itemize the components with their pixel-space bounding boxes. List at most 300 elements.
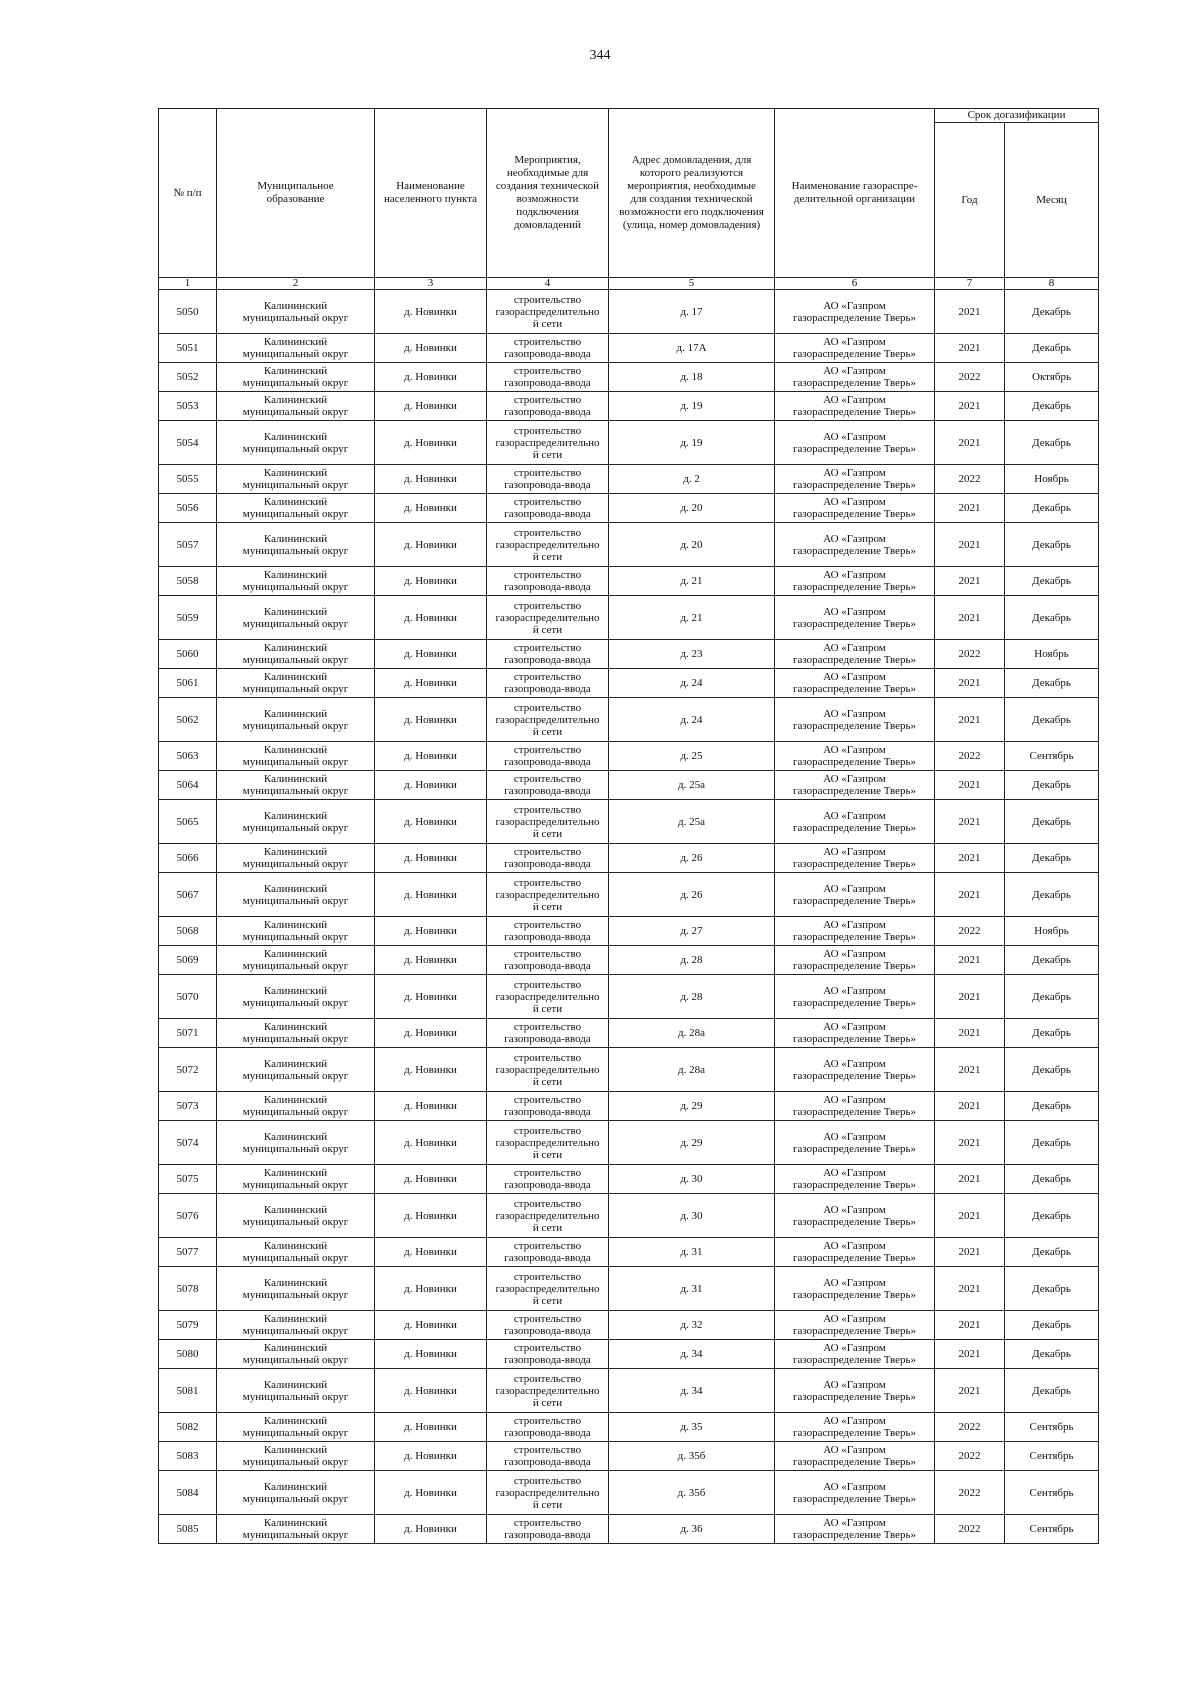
cell-month: Декабрь xyxy=(1005,1165,1099,1194)
table-row xyxy=(159,1121,1099,1165)
cell-organization: АО «Газпром газораспределение Тверь» xyxy=(775,1311,935,1340)
cell-settlement: д. Новинки xyxy=(375,392,487,421)
cell-row-number: 5051 xyxy=(159,334,217,363)
cell-settlement: д. Новинки xyxy=(375,800,487,844)
cell-measure: строительство газораспределительно й сети xyxy=(487,1471,609,1515)
cell-year: 2021 xyxy=(935,1194,1005,1238)
table-row xyxy=(159,1515,1099,1544)
cell-settlement: д. Новинки xyxy=(375,1340,487,1369)
cell-address: д. 28 xyxy=(609,975,775,1019)
cell-measure: строительство газопровода-ввода xyxy=(487,1340,609,1369)
cell-municipality: Калининский муниципальный округ xyxy=(217,1048,375,1092)
cell-row-number: 5052 xyxy=(159,363,217,392)
table-header xyxy=(159,109,1099,290)
cell-settlement: д. Новинки xyxy=(375,1267,487,1311)
column-number-row xyxy=(159,278,1099,290)
cell-measure: строительство газопровода-ввода xyxy=(487,844,609,873)
cell-address: д. 31 xyxy=(609,1267,775,1311)
cell-municipality: Калининский муниципальный округ xyxy=(217,975,375,1019)
table-row xyxy=(159,946,1099,975)
table-row xyxy=(159,1442,1099,1471)
cell-month: Декабрь xyxy=(1005,1311,1099,1340)
cell-measure: строительство газораспределительно й сети xyxy=(487,698,609,742)
cell-measure: строительство газораспределительно й сети xyxy=(487,975,609,1019)
cell-organization: АО «Газпром газораспределение Тверь» xyxy=(775,567,935,596)
cell-row-number: 5059 xyxy=(159,596,217,640)
cell-settlement: д. Новинки xyxy=(375,946,487,975)
cell-month: Декабрь xyxy=(1005,596,1099,640)
cell-settlement: д. Новинки xyxy=(375,1311,487,1340)
header-col-7: Год xyxy=(935,123,1005,278)
cell-organization: АО «Газпром газораспределение Тверь» xyxy=(775,640,935,669)
cell-municipality: Калининский муниципальный округ xyxy=(217,421,375,465)
cell-row-number: 5068 xyxy=(159,917,217,946)
table-body xyxy=(159,290,1099,1544)
cell-measure: строительство газопровода-ввода xyxy=(487,946,609,975)
table-row xyxy=(159,494,1099,523)
cell-address: д. 18 xyxy=(609,363,775,392)
cell-year: 2021 xyxy=(935,334,1005,363)
cell-municipality: Калининский муниципальный округ xyxy=(217,698,375,742)
cell-municipality: Калининский муниципальный округ xyxy=(217,1194,375,1238)
header-col-4: Мероприятия, необходимые для создания технической возможности подключения домовладений xyxy=(487,109,609,278)
cell-year: 2021 xyxy=(935,844,1005,873)
cell-settlement: д. Новинки xyxy=(375,1515,487,1544)
cell-settlement: д. Новинки xyxy=(375,1413,487,1442)
cell-address: д. 34 xyxy=(609,1369,775,1413)
cell-settlement: д. Новинки xyxy=(375,567,487,596)
cell-month: Сентябрь xyxy=(1005,1471,1099,1515)
cell-organization: АО «Газпром газораспределение Тверь» xyxy=(775,771,935,800)
cell-measure: строительство газопровода-ввода xyxy=(487,392,609,421)
page-number: 344 xyxy=(589,48,611,63)
cell-settlement: д. Новинки xyxy=(375,1048,487,1092)
cell-organization: АО «Газпром газораспределение Тверь» xyxy=(775,1340,935,1369)
cell-address: д. 28а xyxy=(609,1048,775,1092)
cell-year: 2022 xyxy=(935,917,1005,946)
column-number: 2 xyxy=(217,278,375,290)
cell-row-number: 5060 xyxy=(159,640,217,669)
cell-organization: АО «Газпром газораспределение Тверь» xyxy=(775,1413,935,1442)
cell-month: Октябрь xyxy=(1005,363,1099,392)
cell-row-number: 5070 xyxy=(159,975,217,1019)
cell-organization: АО «Газпром газораспределение Тверь» xyxy=(775,917,935,946)
cell-year: 2021 xyxy=(935,1092,1005,1121)
cell-organization: АО «Газпром газораспределение Тверь» xyxy=(775,1165,935,1194)
cell-organization: АО «Газпром газораспределение Тверь» xyxy=(775,873,935,917)
cell-settlement: д. Новинки xyxy=(375,844,487,873)
table-row xyxy=(159,1369,1099,1413)
cell-address: д. 24 xyxy=(609,698,775,742)
cell-municipality: Калининский муниципальный округ xyxy=(217,1238,375,1267)
cell-organization: АО «Газпром газораспределение Тверь» xyxy=(775,1048,935,1092)
cell-municipality: Калининский муниципальный округ xyxy=(217,392,375,421)
cell-address: д. 21 xyxy=(609,567,775,596)
header-group-deadline: Срок догазификации xyxy=(935,109,1099,123)
cell-row-number: 5082 xyxy=(159,1413,217,1442)
cell-row-number: 5066 xyxy=(159,844,217,873)
document-sheet xyxy=(158,108,1098,1544)
cell-measure: строительство газораспределительно й сети xyxy=(487,1267,609,1311)
cell-measure: строительство газораспределительно й сети xyxy=(487,873,609,917)
cell-row-number: 5081 xyxy=(159,1369,217,1413)
cell-measure: строительство газопровода-ввода xyxy=(487,1019,609,1048)
cell-address: д. 25 xyxy=(609,742,775,771)
cell-measure: строительство газораспределительно й сети xyxy=(487,290,609,334)
cell-month: Декабрь xyxy=(1005,290,1099,334)
column-number: 5 xyxy=(609,278,775,290)
cell-organization: АО «Газпром газораспределение Тверь» xyxy=(775,1092,935,1121)
cell-organization: АО «Газпром газораспределение Тверь» xyxy=(775,392,935,421)
cell-year: 2021 xyxy=(935,698,1005,742)
cell-address: д. 30 xyxy=(609,1165,775,1194)
cell-row-number: 5050 xyxy=(159,290,217,334)
cell-measure: строительство газораспределительно й сети xyxy=(487,1194,609,1238)
cell-row-number: 5076 xyxy=(159,1194,217,1238)
cell-year: 2021 xyxy=(935,1340,1005,1369)
column-number: 7 xyxy=(935,278,1005,290)
cell-row-number: 5077 xyxy=(159,1238,217,1267)
cell-month: Декабрь xyxy=(1005,1238,1099,1267)
cell-row-number: 5062 xyxy=(159,698,217,742)
cell-row-number: 5065 xyxy=(159,800,217,844)
cell-settlement: д. Новинки xyxy=(375,917,487,946)
cell-organization: АО «Газпром газораспределение Тверь» xyxy=(775,698,935,742)
cell-organization: АО «Газпром газораспределение Тверь» xyxy=(775,1238,935,1267)
table-row xyxy=(159,742,1099,771)
cell-municipality: Калининский муниципальный округ xyxy=(217,1267,375,1311)
cell-address: д. 30 xyxy=(609,1194,775,1238)
cell-month: Декабрь xyxy=(1005,873,1099,917)
cell-municipality: Калининский муниципальный округ xyxy=(217,1369,375,1413)
cell-settlement: д. Новинки xyxy=(375,465,487,494)
cell-year: 2021 xyxy=(935,523,1005,567)
cell-organization: АО «Газпром газораспределение Тверь» xyxy=(775,1471,935,1515)
cell-month: Декабрь xyxy=(1005,771,1099,800)
cell-address: д. 19 xyxy=(609,421,775,465)
cell-address: д. 26 xyxy=(609,873,775,917)
cell-settlement: д. Новинки xyxy=(375,334,487,363)
cell-address: д. 28 xyxy=(609,946,775,975)
cell-settlement: д. Новинки xyxy=(375,1442,487,1471)
cell-municipality: Калининский муниципальный округ xyxy=(217,290,375,334)
table-row xyxy=(159,873,1099,917)
cell-row-number: 5064 xyxy=(159,771,217,800)
header-col-3: Наименование населенного пункта xyxy=(375,109,487,278)
cell-address: д. 35б xyxy=(609,1442,775,1471)
cell-month: Декабрь xyxy=(1005,1369,1099,1413)
column-number: 6 xyxy=(775,278,935,290)
cell-municipality: Калининский муниципальный округ xyxy=(217,946,375,975)
cell-organization: АО «Газпром газораспределение Тверь» xyxy=(775,494,935,523)
table-row xyxy=(159,1048,1099,1092)
cell-measure: строительство газопровода-ввода xyxy=(487,771,609,800)
table-row xyxy=(159,917,1099,946)
table-row xyxy=(159,669,1099,698)
column-number: 4 xyxy=(487,278,609,290)
cell-measure: строительство газопровода-ввода xyxy=(487,1238,609,1267)
table-row xyxy=(159,392,1099,421)
cell-municipality: Калининский муниципальный округ xyxy=(217,1340,375,1369)
table-row xyxy=(159,596,1099,640)
cell-address: д. 29 xyxy=(609,1092,775,1121)
cell-organization: АО «Газпром газораспределение Тверь» xyxy=(775,669,935,698)
cell-address: д. 26 xyxy=(609,844,775,873)
cell-settlement: д. Новинки xyxy=(375,640,487,669)
cell-year: 2021 xyxy=(935,421,1005,465)
table-row xyxy=(159,567,1099,596)
cell-measure: строительство газопровода-ввода xyxy=(487,363,609,392)
cell-measure: строительство газопровода-ввода xyxy=(487,640,609,669)
cell-organization: АО «Газпром газораспределение Тверь» xyxy=(775,1267,935,1311)
cell-settlement: д. Новинки xyxy=(375,975,487,1019)
table-row xyxy=(159,523,1099,567)
cell-year: 2021 xyxy=(935,1048,1005,1092)
cell-municipality: Калининский муниципальный округ xyxy=(217,1165,375,1194)
cell-municipality: Калининский муниципальный округ xyxy=(217,1092,375,1121)
cell-row-number: 5078 xyxy=(159,1267,217,1311)
cell-measure: строительство газопровода-ввода xyxy=(487,1092,609,1121)
cell-year: 2021 xyxy=(935,669,1005,698)
cell-municipality: Калининский муниципальный округ xyxy=(217,1413,375,1442)
cell-month: Сентябрь xyxy=(1005,1413,1099,1442)
header-col-8: Месяц xyxy=(1005,123,1099,278)
cell-measure: строительство газопровода-ввода xyxy=(487,917,609,946)
table-row xyxy=(159,1340,1099,1369)
cell-settlement: д. Новинки xyxy=(375,523,487,567)
table-row xyxy=(159,1019,1099,1048)
cell-measure: строительство газораспределительно й сети xyxy=(487,1048,609,1092)
cell-address: д. 31 xyxy=(609,1238,775,1267)
table-row xyxy=(159,1413,1099,1442)
table-row xyxy=(159,334,1099,363)
cell-year: 2021 xyxy=(935,290,1005,334)
cell-row-number: 5061 xyxy=(159,669,217,698)
cell-row-number: 5083 xyxy=(159,1442,217,1471)
cell-address: д. 35б xyxy=(609,1471,775,1515)
cell-measure: строительство газораспределительно й сети xyxy=(487,596,609,640)
cell-organization: АО «Газпром газораспределение Тверь» xyxy=(775,1019,935,1048)
cell-municipality: Калининский муниципальный округ xyxy=(217,640,375,669)
cell-address: д. 20 xyxy=(609,494,775,523)
table-row xyxy=(159,771,1099,800)
cell-year: 2021 xyxy=(935,1238,1005,1267)
cell-measure: строительство газораспределительно й сети xyxy=(487,1369,609,1413)
cell-month: Декабрь xyxy=(1005,946,1099,975)
cell-address: д. 28а xyxy=(609,1019,775,1048)
cell-municipality: Калининский муниципальный округ xyxy=(217,1442,375,1471)
table-row xyxy=(159,698,1099,742)
table-row xyxy=(159,1267,1099,1311)
cell-address: д. 23 xyxy=(609,640,775,669)
cell-organization: АО «Газпром газораспределение Тверь» xyxy=(775,844,935,873)
cell-organization: АО «Газпром газораспределение Тверь» xyxy=(775,523,935,567)
cell-year: 2021 xyxy=(935,975,1005,1019)
cell-municipality: Калининский муниципальный округ xyxy=(217,1019,375,1048)
cell-organization: АО «Газпром газораспределение Тверь» xyxy=(775,363,935,392)
cell-organization: АО «Газпром газораспределение Тверь» xyxy=(775,742,935,771)
cell-settlement: д. Новинки xyxy=(375,596,487,640)
table-row xyxy=(159,290,1099,334)
cell-row-number: 5080 xyxy=(159,1340,217,1369)
cell-year: 2022 xyxy=(935,1413,1005,1442)
cell-month: Сентябрь xyxy=(1005,1515,1099,1544)
cell-year: 2022 xyxy=(935,742,1005,771)
cell-month: Ноябрь xyxy=(1005,640,1099,669)
cell-row-number: 5055 xyxy=(159,465,217,494)
column-number: 8 xyxy=(1005,278,1099,290)
cell-year: 2021 xyxy=(935,946,1005,975)
cell-measure: строительство газопровода-ввода xyxy=(487,1442,609,1471)
cell-row-number: 5054 xyxy=(159,421,217,465)
cell-municipality: Калининский муниципальный округ xyxy=(217,465,375,494)
table-row xyxy=(159,1471,1099,1515)
cell-month: Декабрь xyxy=(1005,800,1099,844)
cell-year: 2022 xyxy=(935,1515,1005,1544)
cell-year: 2021 xyxy=(935,873,1005,917)
cell-row-number: 5071 xyxy=(159,1019,217,1048)
cell-measure: строительство газопровода-ввода xyxy=(487,742,609,771)
cell-settlement: д. Новинки xyxy=(375,873,487,917)
cell-address: д. 20 xyxy=(609,523,775,567)
cell-organization: АО «Газпром газораспределение Тверь» xyxy=(775,1369,935,1413)
cell-measure: строительство газораспределительно й сети xyxy=(487,523,609,567)
header-col-1: № п/п xyxy=(159,109,217,278)
cell-municipality: Калининский муниципальный округ xyxy=(217,1311,375,1340)
cell-organization: АО «Газпром газораспределение Тверь» xyxy=(775,1194,935,1238)
cell-municipality: Калининский муниципальный округ xyxy=(217,844,375,873)
cell-row-number: 5053 xyxy=(159,392,217,421)
cell-month: Декабрь xyxy=(1005,421,1099,465)
cell-settlement: д. Новинки xyxy=(375,421,487,465)
cell-month: Декабрь xyxy=(1005,975,1099,1019)
cell-settlement: д. Новинки xyxy=(375,1369,487,1413)
cell-year: 2022 xyxy=(935,465,1005,494)
cell-year: 2021 xyxy=(935,1369,1005,1413)
cell-municipality: Калининский муниципальный округ xyxy=(217,1515,375,1544)
cell-measure: строительство газопровода-ввода xyxy=(487,494,609,523)
cell-measure: строительство газопровода-ввода xyxy=(487,334,609,363)
cell-row-number: 5084 xyxy=(159,1471,217,1515)
cell-row-number: 5058 xyxy=(159,567,217,596)
cell-row-number: 5072 xyxy=(159,1048,217,1092)
cell-address: д. 19 xyxy=(609,392,775,421)
cell-organization: АО «Газпром газораспределение Тверь» xyxy=(775,1515,935,1544)
cell-row-number: 5056 xyxy=(159,494,217,523)
cell-settlement: д. Новинки xyxy=(375,1019,487,1048)
cell-month: Декабрь xyxy=(1005,1048,1099,1092)
header-col-5: Адрес домовладения, для которого реализуются мероприятия, необходимые для создания технической возможности его подключения (улица, номер домовладения) xyxy=(609,109,775,278)
cell-settlement: д. Новинки xyxy=(375,669,487,698)
cell-year: 2021 xyxy=(935,771,1005,800)
table-row xyxy=(159,640,1099,669)
cell-organization: АО «Газпром газораспределение Тверь» xyxy=(775,290,935,334)
cell-month: Сентябрь xyxy=(1005,1442,1099,1471)
cell-row-number: 5079 xyxy=(159,1311,217,1340)
cell-row-number: 5069 xyxy=(159,946,217,975)
cell-settlement: д. Новинки xyxy=(375,1194,487,1238)
cell-year: 2022 xyxy=(935,640,1005,669)
cell-year: 2021 xyxy=(935,1311,1005,1340)
cell-measure: строительство газопровода-ввода xyxy=(487,465,609,494)
cell-measure: строительство газораспределительно й сети xyxy=(487,1121,609,1165)
cell-row-number: 5067 xyxy=(159,873,217,917)
cell-month: Декабрь xyxy=(1005,1194,1099,1238)
cell-row-number: 5057 xyxy=(159,523,217,567)
table-row xyxy=(159,363,1099,392)
table-row xyxy=(159,421,1099,465)
cell-address: д. 25а xyxy=(609,800,775,844)
cell-address: д. 21 xyxy=(609,596,775,640)
cell-address: д. 35 xyxy=(609,1413,775,1442)
cell-month: Декабрь xyxy=(1005,523,1099,567)
cell-municipality: Калининский муниципальный округ xyxy=(217,873,375,917)
cell-month: Декабрь xyxy=(1005,392,1099,421)
cell-address: д. 17А xyxy=(609,334,775,363)
cell-municipality: Калининский муниципальный округ xyxy=(217,494,375,523)
cell-address: д. 34 xyxy=(609,1340,775,1369)
cell-address: д. 27 xyxy=(609,917,775,946)
cell-month: Декабрь xyxy=(1005,567,1099,596)
cell-year: 2021 xyxy=(935,567,1005,596)
column-number: 1 xyxy=(159,278,217,290)
cell-year: 2021 xyxy=(935,596,1005,640)
cell-settlement: д. Новинки xyxy=(375,698,487,742)
header-col-2: Муниципальное образование xyxy=(217,109,375,278)
cell-year: 2021 xyxy=(935,1121,1005,1165)
cell-year: 2021 xyxy=(935,494,1005,523)
cell-organization: АО «Газпром газораспределение Тверь» xyxy=(775,946,935,975)
cell-settlement: д. Новинки xyxy=(375,1471,487,1515)
cell-year: 2022 xyxy=(935,363,1005,392)
cell-settlement: д. Новинки xyxy=(375,494,487,523)
cell-municipality: Калининский муниципальный округ xyxy=(217,363,375,392)
cell-measure: строительство газораспределительно й сети xyxy=(487,421,609,465)
cell-measure: строительство газопровода-ввода xyxy=(487,567,609,596)
cell-measure: строительство газопровода-ввода xyxy=(487,669,609,698)
cell-month: Сентябрь xyxy=(1005,742,1099,771)
cell-year: 2022 xyxy=(935,1471,1005,1515)
cell-address: д. 29 xyxy=(609,1121,775,1165)
cell-address: д. 25а xyxy=(609,771,775,800)
cell-organization: АО «Газпром газораспределение Тверь» xyxy=(775,596,935,640)
cell-month: Декабрь xyxy=(1005,1092,1099,1121)
column-number: 3 xyxy=(375,278,487,290)
table-row xyxy=(159,1092,1099,1121)
cell-month: Декабрь xyxy=(1005,1121,1099,1165)
cell-row-number: 5085 xyxy=(159,1515,217,1544)
cell-year: 2021 xyxy=(935,392,1005,421)
cell-settlement: д. Новинки xyxy=(375,1092,487,1121)
cell-settlement: д. Новинки xyxy=(375,290,487,334)
cell-year: 2022 xyxy=(935,1442,1005,1471)
cell-municipality: Калининский муниципальный округ xyxy=(217,800,375,844)
cell-organization: АО «Газпром газораспределение Тверь» xyxy=(775,800,935,844)
cell-measure: строительство газопровода-ввода xyxy=(487,1413,609,1442)
table-row xyxy=(159,1311,1099,1340)
cell-row-number: 5075 xyxy=(159,1165,217,1194)
cell-municipality: Калининский муниципальный округ xyxy=(217,1471,375,1515)
table-row xyxy=(159,1165,1099,1194)
table-row xyxy=(159,844,1099,873)
cell-month: Декабрь xyxy=(1005,494,1099,523)
cell-row-number: 5073 xyxy=(159,1092,217,1121)
cell-municipality: Калининский муниципальный округ xyxy=(217,334,375,363)
table-row xyxy=(159,1194,1099,1238)
cell-measure: строительство газопровода-ввода xyxy=(487,1515,609,1544)
table-row xyxy=(159,975,1099,1019)
cell-year: 2021 xyxy=(935,1019,1005,1048)
